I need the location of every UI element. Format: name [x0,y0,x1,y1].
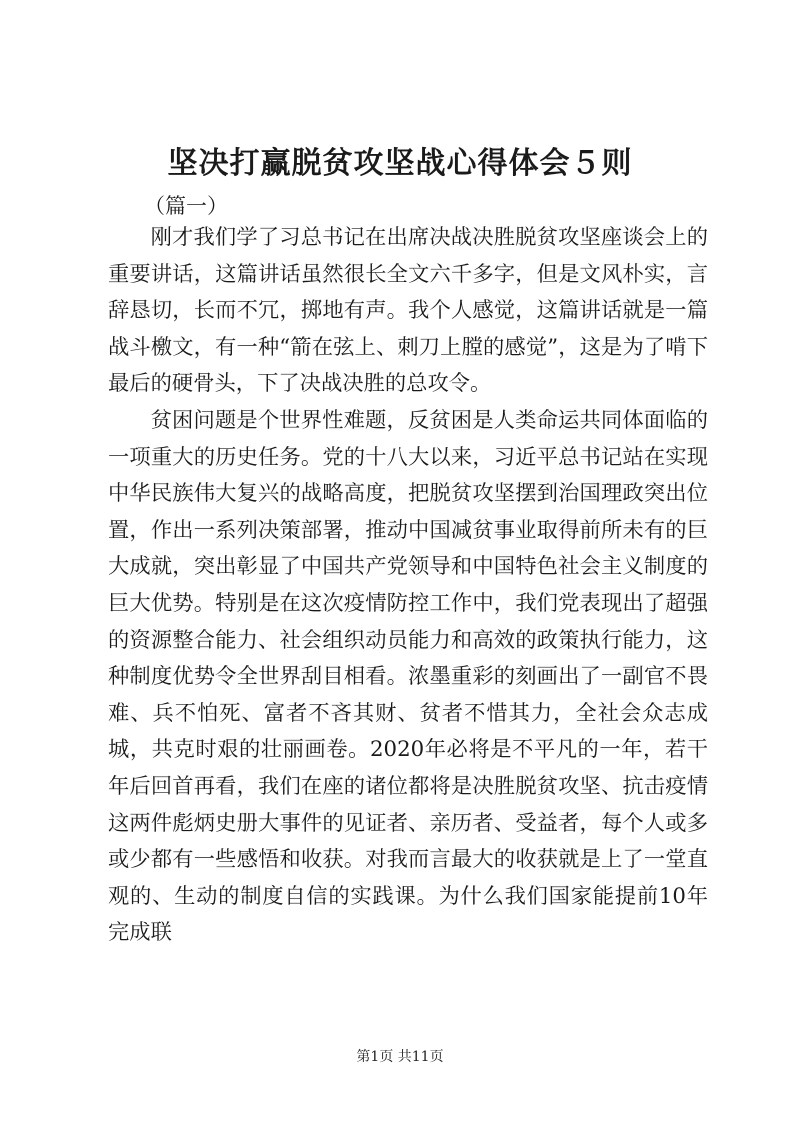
document-body [108,220,708,952]
page-footer: 第1页 共11页 [356,1049,444,1065]
paragraph-2: 贫困问题是个世界性难题，反贫困是人类命运共同体面临的一项重大的历史任务。党的十八大以来，习近平总书记站在实现中华民族伟大复兴的战略高度，把脱贫攻坚摆到治国理政突出位置，作出一系列决策部署，推动中国减贫事业取得前所未有的巨大成就，突出彰显了中国共产党领导和中国特色社会主义制度的巨大优势。特别是在这次疫情防控工作中，我们党表现出了超强的资源整合能力、社会组织动员能力和高效的政策执行能力，这种制度优势令全世界刮目相看。浓墨重彩的刻画出了一副官不畏难、兵不怕死、富者不吝其财、贫者不惜其力，全社会众志成城，共克时艰的壮丽画卷。2020年必将是不平凡的一年，若干年后回首再看，我们在座的诸位都将是决胜脱贫攻坚、抗击疫情这两件彪炳史册大事件的见证者、亲历者、受益者，每个人或多或少都有一些感悟和收获。对我而言最大的收获就是上了一堂直观的、生动的制度自信的实践课。为什么我们国家能提前10年完成联 [108,407,708,946]
document-title: 坚决打赢脱贫攻坚战心得体会５则 [167,146,633,181]
section-label: （篇一） [144,194,228,218]
paragraph-1: 刚才我们学了习总书记在出席决战决胜脱贫攻坚座谈会上的重要讲话，这篇讲话虽然很长全文六千多字，但是文风朴实，言辞恳切，长而不冗，掷地有声。我个人感觉，这篇讲话就是一篇战斗檄文，有一种“箭在弦上、刺刀上膛的感觉”，这是为了啃下最后的硬骨头，下了决战决胜的总攻令。 [108,225,708,397]
